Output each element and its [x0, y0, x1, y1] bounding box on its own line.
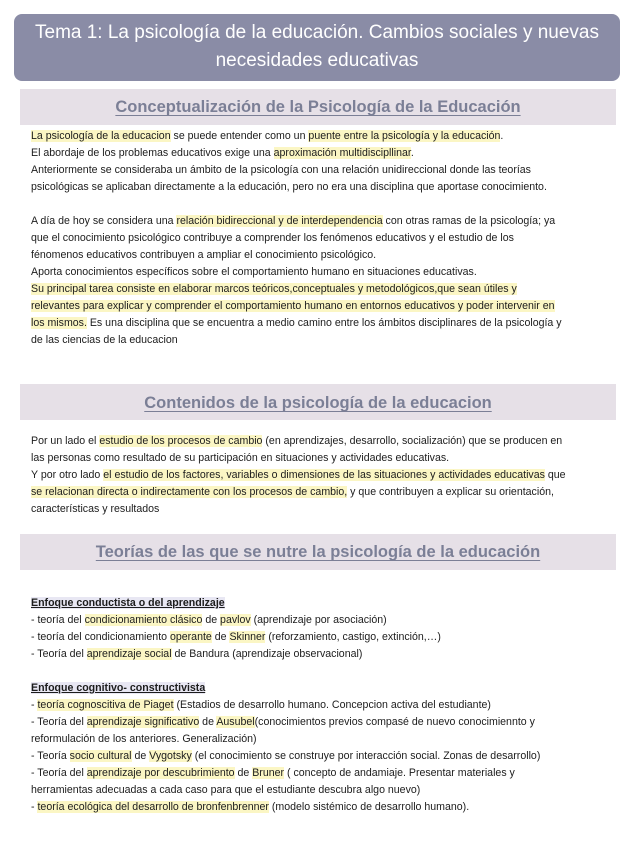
paragraph-line: Anteriormente se consideraba un ámbito de la psicología con una relación unidireccional donde las teorías	[31, 164, 531, 176]
text: (en aprendizajes, desarrollo, socialización) que se producen en	[262, 435, 563, 447]
paragraph-line: fénomenos educativos contribuyen a ampliar el conocimiento psicológico.	[31, 249, 377, 261]
text: Enfoque cognitivo- constructivista	[31, 682, 206, 694]
paragraph-line: Aporta conocimientos específicos sobre el comportamiento humano en situaciones educativas.	[31, 266, 477, 278]
highlight: Bruner	[252, 767, 285, 779]
text: que	[544, 469, 566, 481]
list-item	[31, 646, 609, 663]
text: - teoría del condicionamiento	[31, 631, 170, 643]
text: - teoría del	[31, 614, 85, 626]
highlight: el estudio de los factores, variables o dimensiones de las situaciones y actividades educativas	[103, 469, 545, 481]
text: ( concepto de andamiaje. Presentar materiales y	[284, 767, 515, 779]
text: con otras ramas de la psicología; ya	[382, 215, 556, 227]
text: .	[410, 147, 414, 159]
enfoque-title-cognitivo	[31, 680, 609, 697]
list-item	[31, 697, 609, 714]
text: (aprendizaje por asociación)	[250, 614, 387, 626]
highlight: aprendizaje significativo	[86, 716, 200, 728]
text: El abordaje de los problemas educativos exige una	[31, 147, 274, 159]
text: -	[31, 699, 38, 711]
text: - Teoría del	[31, 767, 87, 779]
text: de	[131, 750, 150, 762]
paragraph-line: de las ciencias de la educacion	[31, 334, 178, 346]
highlight: socio cultural	[69, 750, 132, 762]
paragraph-line	[31, 484, 609, 501]
text: Es una disciplina que se encuentra a medio camino entre los ámbitos disciplinares de la psicología y	[86, 317, 562, 329]
list-item	[31, 612, 609, 629]
highlight: Ausubel	[216, 716, 255, 728]
highlight: relación bidireccional y de interdependencia	[176, 215, 383, 227]
text: se puede entender como un	[170, 130, 309, 142]
text: - Teoría del	[31, 648, 87, 660]
highlight: aprendizaje social	[86, 648, 172, 660]
text: (modelo sistémico de desarrollo humano).	[268, 801, 470, 813]
highlight: Skinner	[229, 631, 266, 643]
enfoque-title-conductista	[31, 595, 609, 612]
text: (reforzamiento, castigo, extinción,…)	[265, 631, 441, 643]
text: de	[199, 716, 217, 728]
section-body-contenidos	[31, 433, 609, 518]
text: Enfoque conductista o del aprendizaje	[31, 597, 225, 609]
text: (conocimientos previos compasé de nuevo conocimiennto y	[254, 716, 535, 728]
paragraph-line	[31, 213, 609, 230]
paragraph-line	[31, 298, 609, 315]
text: A día de hoy se considera una	[31, 215, 177, 227]
text: -	[31, 801, 38, 813]
text: (el conocimiento se construye por interacción social. Zonas de desarrollo)	[191, 750, 541, 762]
text: (Estadios de desarrollo humano. Concepcion activa del estudiante)	[173, 699, 491, 711]
highlight: aprendizaje por descubrimiento	[86, 767, 235, 779]
text: de	[202, 614, 221, 626]
highlight: condicionamiento clásico	[84, 614, 203, 626]
section-body-conceptualizacion	[31, 128, 609, 349]
list-item	[31, 765, 609, 782]
paragraph-line: las personas como resultado de su participación en situaciones y actividades educativas.	[31, 452, 450, 464]
text: .	[500, 130, 504, 142]
text: - Teoría	[31, 750, 70, 762]
highlight: teoría ecológica del desarrollo de bronfenbrenner	[37, 801, 269, 813]
spacer	[31, 663, 609, 680]
highlight: Su principal tarea consiste en elaborar marcos teóricos,conceptuales y metodológicos,que sean útiles y	[31, 283, 517, 295]
highlight: teoría cognoscitiva de Piaget	[37, 699, 174, 711]
highlight: aproximación multidiscipllinar	[273, 147, 411, 159]
paragraph-line	[31, 433, 609, 450]
highlight: se relacionan directa o indirectamente con los procesos de cambio,	[31, 486, 348, 498]
paragraph-line: psicológicas se aplicaban directamente a la educación, pero no era una disciplina que aportase conocimiento.	[31, 181, 547, 193]
paragraph-line: características y resultados	[31, 503, 160, 515]
text: de Bandura (aprendizaje observacional)	[171, 648, 363, 660]
paragraph-line	[31, 128, 609, 145]
highlight: los mismos.	[31, 317, 87, 329]
highlight: La psicología de la educacion	[31, 130, 171, 142]
spacer	[31, 196, 609, 213]
section-header-conceptualizacion: Conceptualización de la Psicología de la Educación	[20, 89, 616, 125]
section-header-contenidos: Contenidos de la psicología de la educacion	[20, 384, 616, 420]
highlight: puente entre la psicología y la educación	[308, 130, 501, 142]
text: - Teoría del	[31, 716, 87, 728]
page-title	[14, 14, 620, 81]
paragraph-line	[31, 145, 609, 162]
list-item	[31, 629, 609, 646]
paragraph-line: que el conocimiento psicológico contribuye a comprender los fenómenos educativos y el estudio de los	[31, 232, 514, 244]
highlight: estudio de los procesos de cambio	[99, 435, 263, 447]
highlight: relevantes para explicar y comprender el comportamiento humano en entornos educativos y poder intervenir en	[31, 300, 555, 312]
paragraph-line	[31, 315, 609, 332]
text: Y por otro lado	[31, 469, 104, 481]
text: Por un lado el	[31, 435, 100, 447]
section-body-teorias	[31, 595, 609, 816]
highlight: pavlov	[220, 614, 251, 626]
page-title-line-1: Tema 1: La psicología de la educación. Cambios sociales y nuevas	[35, 22, 599, 43]
list-item	[31, 714, 609, 731]
text: de	[234, 767, 253, 779]
highlight: operante	[169, 631, 212, 643]
text: y que contribuyen a explicar su orientación,	[347, 486, 554, 498]
list-item-continuation: reformulación de los anteriores. Generalización)	[31, 733, 257, 745]
text: de	[211, 631, 230, 643]
list-item-continuation: herramientas adecuadas a cada caso para que el estudiante descubra algo nuevo)	[31, 784, 421, 796]
paragraph-line	[31, 467, 609, 484]
paragraph-line	[31, 281, 609, 298]
section-header-teorias: Teorías de las que se nutre la psicología de la educación	[20, 534, 616, 570]
highlight: Vygotsky	[149, 750, 192, 762]
list-item	[31, 799, 609, 816]
list-item	[31, 748, 609, 765]
page-title-line-2: necesidades educativas	[215, 50, 419, 71]
